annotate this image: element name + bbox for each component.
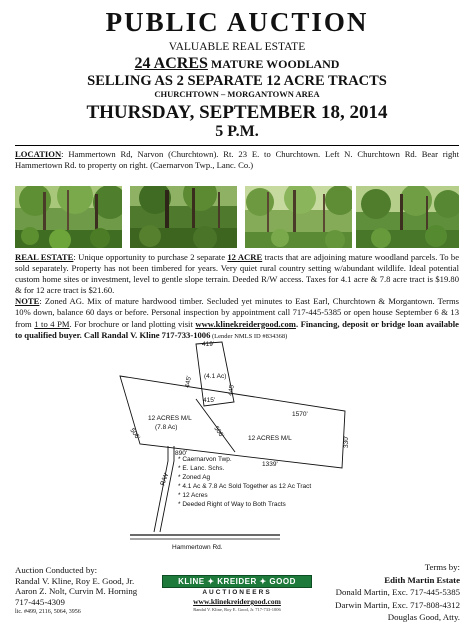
auction-conducted-block xyxy=(15,565,137,618)
note-1: * Caernarvon Twp. xyxy=(178,456,232,463)
real-estate-text-a: : Unique opportunity to purchase 2 separate xyxy=(73,252,228,262)
dim-330: 330' xyxy=(343,435,350,448)
dim-506-right: 506' xyxy=(212,425,226,440)
dim-445-right: 445' xyxy=(227,383,237,397)
note-text-a: : Zoned AG. Mix of mature hardwood timber. Secluded yet minutes to East Earl, Churchtown & Morgantown. Terms 10% down, balance 60 days or before. Personal inspection by appointment call 717-445-5385 or open house September 6 & 13 from xyxy=(15,296,459,329)
dim-415: 415' xyxy=(203,397,216,404)
note-label: NOTE xyxy=(15,296,40,307)
acreage-suffix: MATURE WOODLAND xyxy=(207,57,340,71)
dim-1570: 1570' xyxy=(292,411,308,418)
road-label: Hammertown Rd. xyxy=(172,544,223,551)
tract-4-1-label: (4.1 Ac) xyxy=(204,373,227,380)
dim-506-left: 506' xyxy=(128,427,142,442)
note-2: * E. Lanc. Schs. xyxy=(178,465,225,472)
real-estate-text-b: tracts that are adjoining mature woodland parcels. To be sold separately. Property has not been timbered for years. Very quiet rural country setting w/abundant wildlife. Ideal potential custom home sites or investment, level to gentle slope terrain. Deeded R/W access. Taxes for 4.1 acre & 7.8 acre tract is $19.80 & for 12 acre tract is $21.60. xyxy=(15,252,460,296)
tract-divider xyxy=(196,399,235,452)
selling-heading: SELLING AS 2 SEPARATE 12 ACRE TRACTS xyxy=(87,73,387,89)
tract-b-label-2: (7.8 Ac) xyxy=(155,424,178,431)
logo-website-link[interactable]: www.klinekreidergood.com xyxy=(193,597,281,606)
woodland-photo-4 xyxy=(356,186,459,248)
lender-id: (Lender NMLS ID #834368) xyxy=(210,332,288,340)
note-3: * Zoned Ag xyxy=(178,474,211,481)
plot-map xyxy=(110,336,360,561)
logo-subtitle: AUCTIONEERS xyxy=(202,589,272,596)
dim-419: 419' xyxy=(202,341,215,348)
open-house-hours: 1 to 4 PM xyxy=(34,318,70,329)
conducted-by-label: Auction Conducted by: xyxy=(15,565,98,575)
right-of-way-line xyxy=(154,446,171,532)
area-heading: CHURCHTOWN – MORGANTOWN AREA xyxy=(154,89,320,99)
auctioneer-phone: 717-445-4309 xyxy=(15,596,65,607)
dim-445-left: 445' xyxy=(184,375,194,389)
real-estate-highlight: 12 ACRE xyxy=(227,252,263,262)
divider xyxy=(15,145,459,146)
auction-time: 5 P.M. xyxy=(215,123,259,140)
right-of-way-label: R/W xyxy=(159,472,171,487)
location-paragraph xyxy=(15,149,459,171)
acreage-heading xyxy=(0,55,474,73)
executor-1: Donald Martin, Exc. 717-445-5385 xyxy=(335,587,460,597)
estate-name: Edith Martin Estate xyxy=(384,574,460,585)
logo-fine-print: Randal V. Kline, Roy E. Good, Jr. 717-733-1006 xyxy=(193,607,281,612)
executor-2: Darwin Martin, Exc. 717-808-4312 xyxy=(335,599,460,610)
page-title: PUBLIC AUCTION xyxy=(105,7,369,37)
auctioneer-logo xyxy=(162,575,312,619)
location-text: : Hammertown Rd, Narvon (Churchtown). Rt. 23 E. to Churchtown. Left N. Churchtown Rd. Bear right Hammertown Rd. to property on right. (Caernarvon Twp., Lanc. Co.) xyxy=(15,149,459,171)
terms-block xyxy=(300,561,460,624)
website-link[interactable]: www.klinekreidergood.com xyxy=(195,318,296,329)
note-text-c: . Financing, deposit or bridge loan available to qualified buyer. Call Randal V. Kline 717-733-1006 xyxy=(15,318,459,340)
dim-890: 890' xyxy=(175,450,188,457)
acreage-amount: 24 ACRES xyxy=(134,55,208,72)
note-4: * 4.1 Ac & 7.8 Ac Sold Together as 12 Ac Tract xyxy=(178,483,312,490)
tract-c-label: 12 ACRES M/L xyxy=(248,435,292,442)
note-text-b: . For brochure or land plotting visit xyxy=(69,318,196,329)
auction-date: THURSDAY, SEPTEMBER 18, 2014 xyxy=(86,102,388,123)
terms-label: Terms by: xyxy=(424,562,460,572)
subtitle: VALUABLE REAL ESTATE xyxy=(168,41,306,53)
real-estate-paragraph xyxy=(15,252,459,342)
woodland-photo-1 xyxy=(15,186,122,248)
note-5: * 12 Acres xyxy=(178,492,208,499)
logo-name: KLINE ✦ KREIDER ✦ GOOD xyxy=(162,575,312,588)
auctioneers-line-2: Aaron Z. Nolt, Curvin M. Horning xyxy=(15,586,138,596)
license-numbers: lic. #499, 2116, 5064, 3956 xyxy=(15,609,81,615)
auctioneers-line-1: Randal V. Kline, Roy E. Good, Jr. xyxy=(15,575,135,586)
real-estate-label: REAL ESTATE xyxy=(15,252,74,262)
woodland-photo-3 xyxy=(245,186,352,248)
dim-1339: 1339' xyxy=(262,461,278,468)
note-6: * Deeded Right of Way to Both Tracts xyxy=(178,501,286,508)
attorney: Douglas Good, Atty. xyxy=(387,612,460,622)
location-label: LOCATION xyxy=(15,149,62,159)
woodland-photo-2 xyxy=(130,186,237,248)
tract-b-label-1: 12 ACRES M/L xyxy=(148,415,192,422)
